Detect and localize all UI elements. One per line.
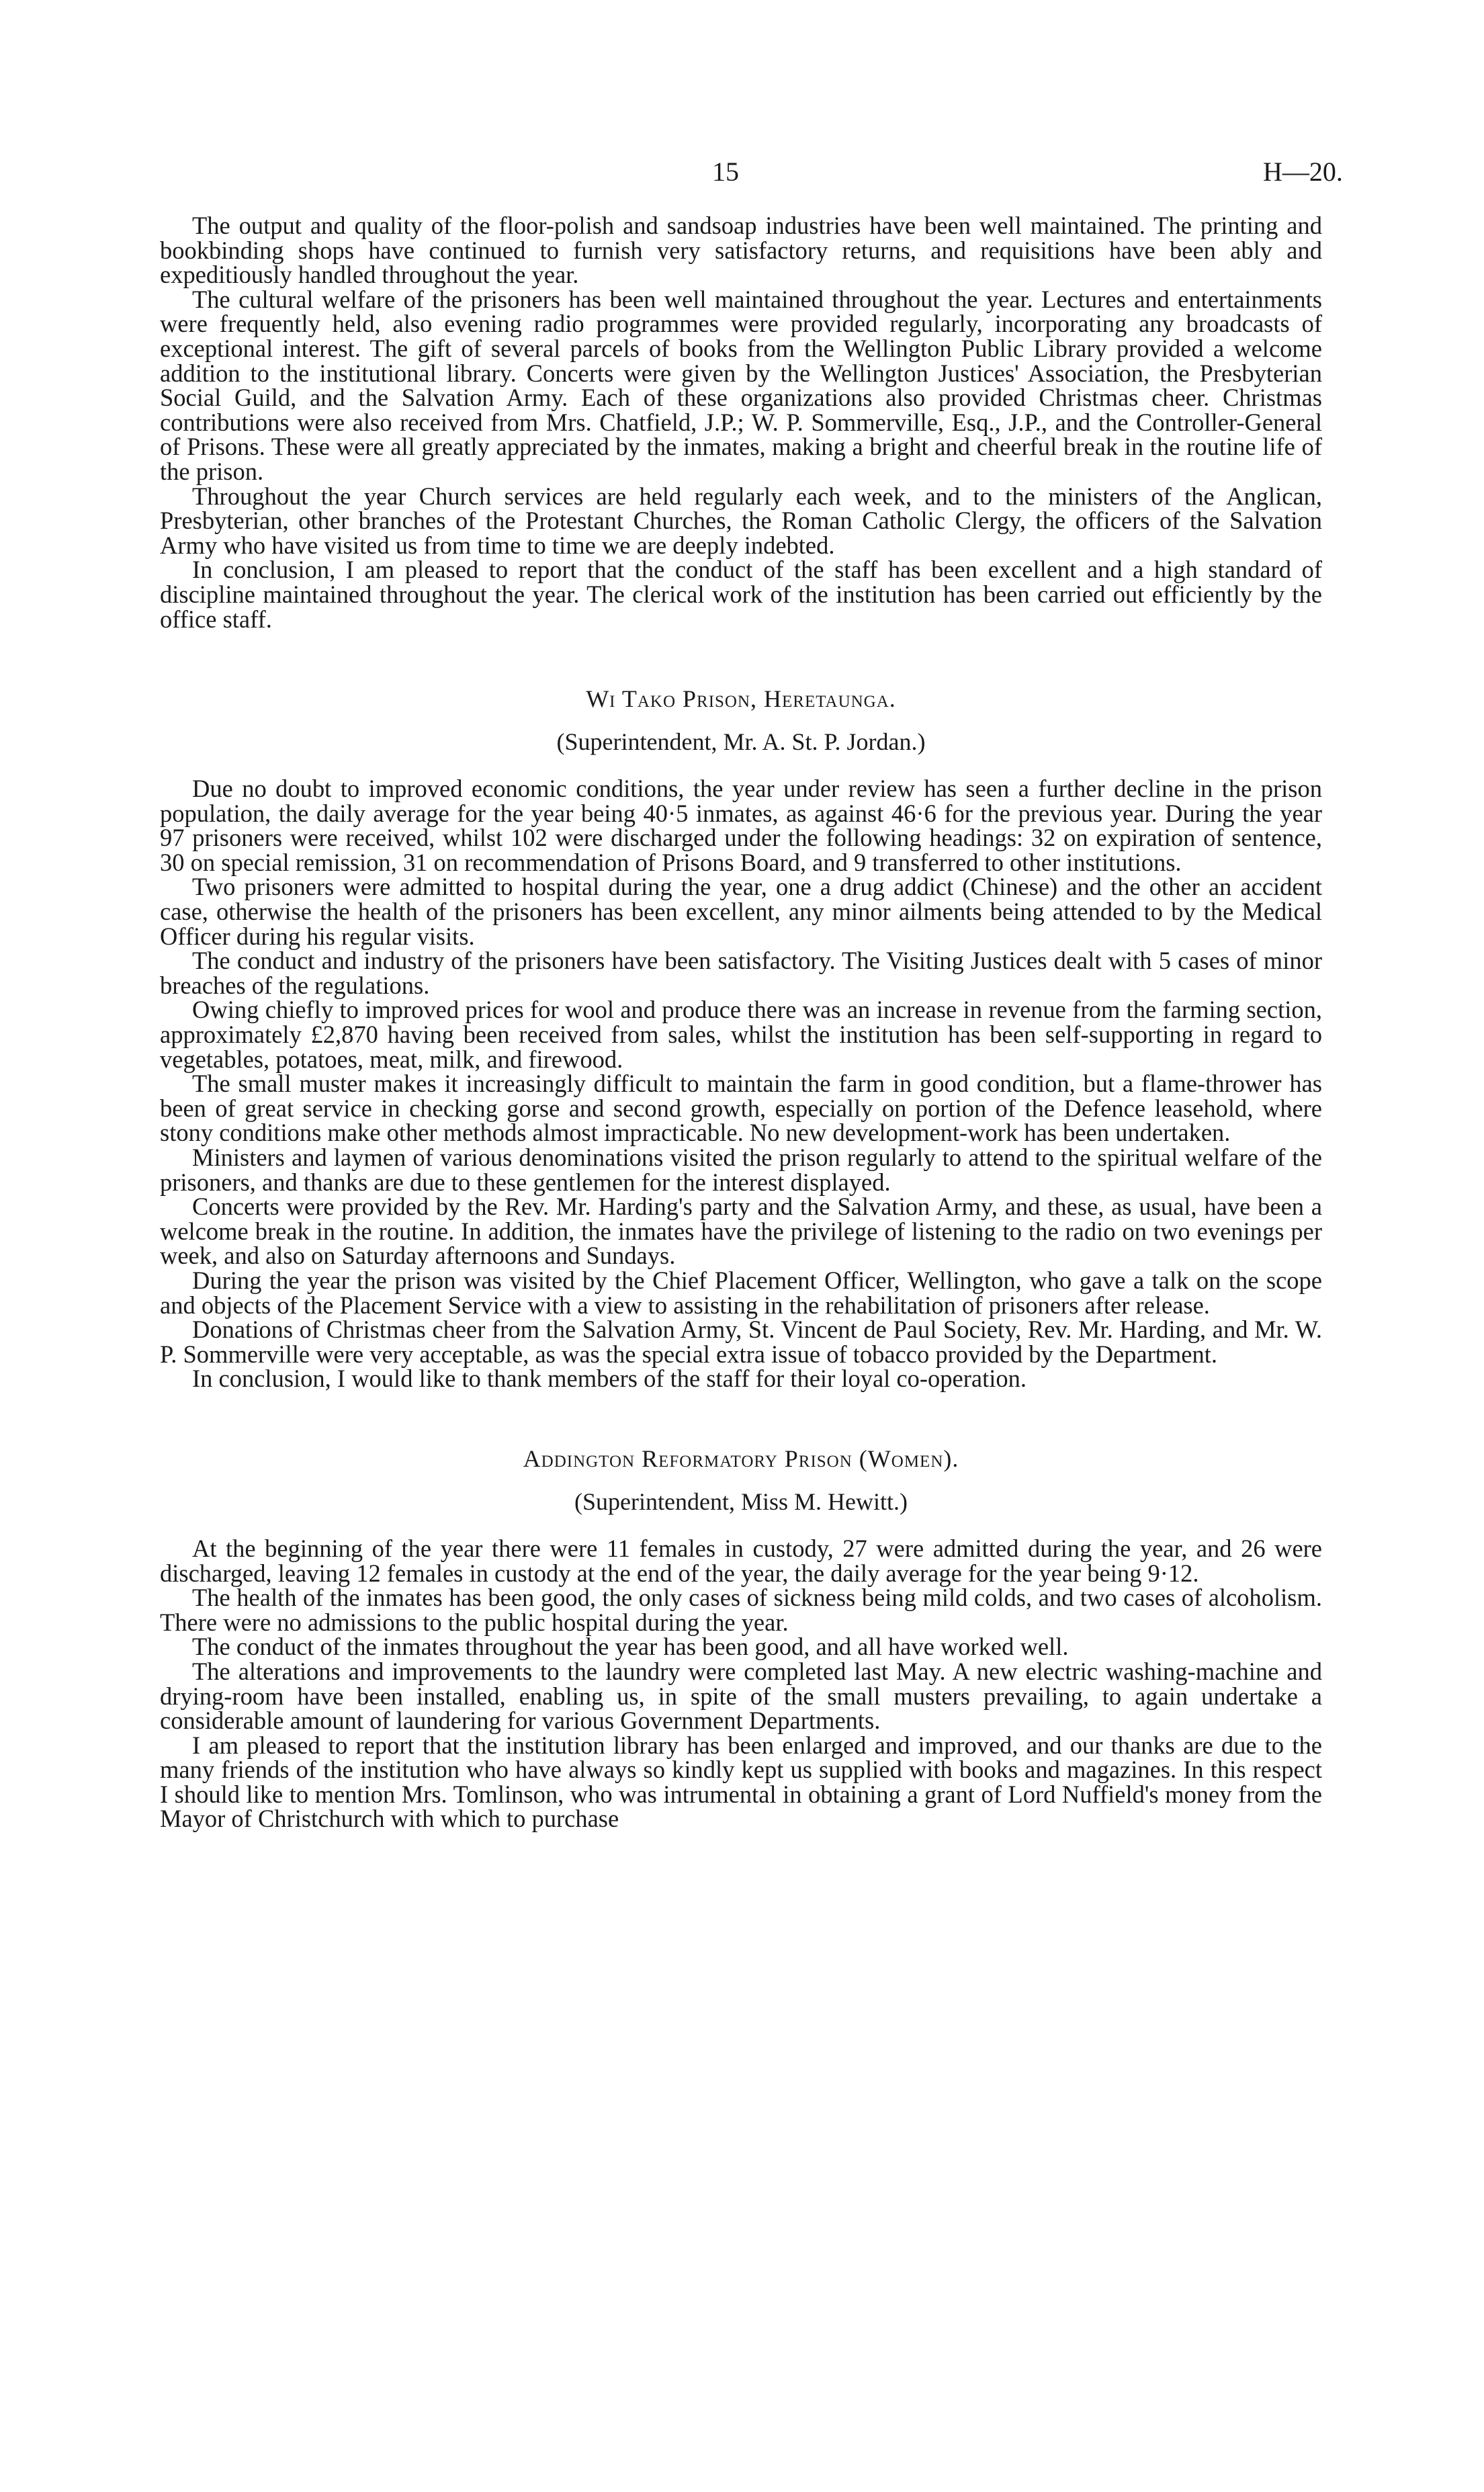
paragraph: During the year the prison was visited by the Chief Placement Officer, Wellington, who gave a talk on the scope and objects of the Placement Service with a view to assisting in the rehabilitation of prisoners after release.	[160, 1266, 1322, 1319]
paragraph: The conduct of the inmates throughout the year has been good, and all have worked well.	[192, 1633, 1069, 1661]
section-heading-addington: Addington Reformatory Prison (Women).	[523, 1445, 959, 1472]
paragraph: The output and quality of the floor-polish and sandsoap industries have been well maintained. The printing and bookbinding shops have continued to furnish very satisfactory returns, and requisitions have been ably and expeditiously handled throughout the year.	[160, 212, 1322, 289]
page-number: 15	[712, 157, 739, 187]
paragraph: Ministers and laymen of various denominations visited the prison regularly to attend to the spiritual welfare of the prisoners, and thanks are due to these gentlemen for the interest displayed.	[160, 1144, 1322, 1196]
paragraph: The health of the inmates has been good, the only cases of sickness being mild colds, and two cases of alcoholism. There were no admissions to the public hospital during the year.	[160, 1584, 1322, 1636]
paragraph: The cultural welfare of the prisoners has been well maintained throughout the year. Lectures and entertainments were frequently held, also evening radio programmes were provided regularly, incorporating any broadcasts of exceptional interest. The gift of several parcels of books from the Wellington Public Library provided a welcome addition to the institutional library. Concerts were given by the Wellington Justices' Association, the Presbyterian Social Guild, and the Salvation Army. Each of these organizations also provided Christmas cheer. Christmas contributions were also received from Mrs. Chatfield, J.P.; W. P. Sommerville, Esq., J.P., and the Controller-General of Prisons. These were all greatly appreciated by the inmates, making a bright and cheerful break in the routine life of the prison.	[160, 285, 1322, 485]
paragraph: Concerts were provided by the Rev. Mr. Harding's party and the Salvation Army, and these, as usual, have been a welcome break in the routine. In addition, the inmates have the privilege of listening to the radio on two evenings per week, and also on Saturday afternoons and Sundays.	[160, 1193, 1322, 1270]
paragraph: Throughout the year Church services are held regularly each week, and to the ministers of the Anglican, Presbyterian, other branches of the Protestant Churches, the Roman Catholic Clergy, the officers of the Salvation Army who have visited us from time to time we are deeply indebted.	[160, 482, 1322, 559]
paragraph: In conclusion, I would like to thank members of the staff for their loyal co-operation.	[192, 1365, 1027, 1393]
page-body	[160, 214, 1322, 1832]
paragraph: Owing chiefly to improved prices for wool and produce there was an increase in revenue from the farming section, approximately £2,870 having been received from sales, whilst the institution has been self-supporting in regard to vegetables, potatoes, meat, milk, and firewood.	[160, 996, 1322, 1073]
section-subheading-wi-tako: (Superintendent, Mr. A. St. P. Jordan.)	[556, 728, 926, 756]
paragraph: The small muster makes it increasingly difficult to maintain the farm in good condition, but a flame-thrower has been of great service in checking gorse and second growth, especially on portion of the Defence leasehold, where stony conditions make other methods almost impracticable. No new development-work has been undertaken.	[160, 1070, 1322, 1147]
section-heading-wi-tako: Wi Tako Prison, Heretaunga.	[586, 685, 896, 713]
paragraph: I am pleased to report that the institution library has been enlarged and improved, and our thanks are due to the many friends of the institution who have always so kindly kept us supplied with books and magazines. In this respect I should like to mention Mrs. Tomlinson, who was intrumental in obtaining a grant of Lord Nuffield's money from the Mayor of Christchurch with which to purchase	[160, 1731, 1322, 1833]
paragraph: In conclusion, I am pleased to report that the conduct of the staff has been excellent and a high standard of discipline maintained throughout the year. The clerical work of the institution has been carried out efficiently by the office staff.	[160, 556, 1322, 633]
paragraph: Donations of Christmas cheer from the Salvation Army, St. Vincent de Paul Society, Rev. Mr. Harding, and Mr. W. P. Sommerville were very acceptable, as was the special extra issue of tobacco provided by the Department.	[160, 1316, 1322, 1368]
document-reference: H—20.	[1263, 157, 1343, 187]
section-subheading-addington: (Superintendent, Miss M. Hewitt.)	[574, 1488, 908, 1515]
paragraph: Due no doubt to improved economic conditions, the year under review has seen a further decline in the prison population, the daily average for the year being 40·5 inmates, as against 46·6 for the previous year. During the year 97 prisoners were received, whilst 102 were discharged under the following headings: 32 on expiration of sentence, 30 on special remission, 31 on recommendation of Prisons Board, and 9 transferred to other institutions.	[160, 775, 1322, 876]
paragraph: The alterations and improvements to the laundry were completed last May. A new electric washing-machine and drying-room have been installed, enabling us, in spite of the small musters prevailing, to again undertake a considerable amount of laundering for various Government Departments.	[160, 1657, 1322, 1735]
paragraph: The conduct and industry of the prisoners have been satisfactory. The Visiting Justices dealt with 5 cases of minor breaches of the regulations.	[160, 947, 1322, 999]
paragraph: Two prisoners were admitted to hospital during the year, one a drug addict (Chinese) and the other an accident case, otherwise the health of the prisoners has been excellent, any minor ailments being attended to by the Medical Officer during his regular visits.	[160, 873, 1322, 950]
paragraph: At the beginning of the year there were 11 females in custody, 27 were admitted during the year, and 26 were discharged, leaving 12 females in custody at the end of the year, the daily average for the year being 9·12.	[160, 1534, 1322, 1587]
